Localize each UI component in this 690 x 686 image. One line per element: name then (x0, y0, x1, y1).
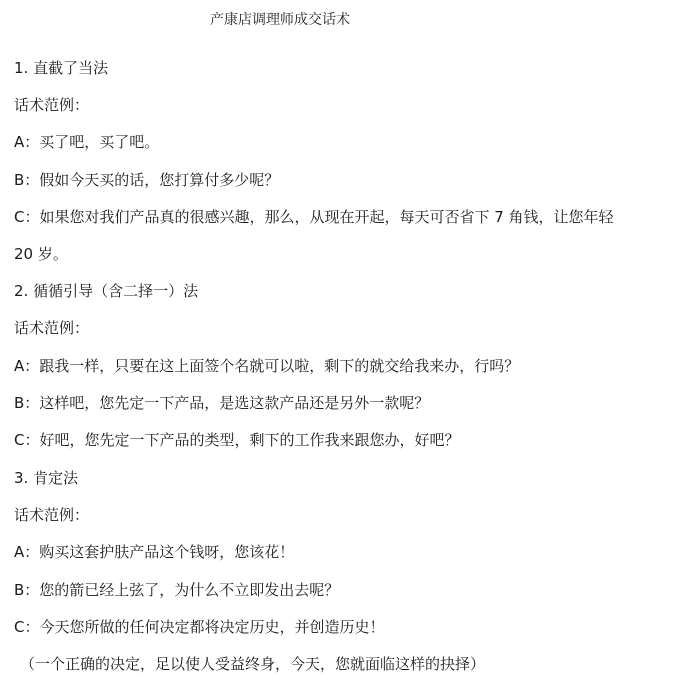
document-title: 产康店调理师成交话术 (210, 12, 350, 28)
script-line-a: A：买了吧，买了吧。 (14, 133, 160, 151)
script-line-b: B：您的箭已经上弦了，为什么不立即发出去呢？ (14, 581, 340, 599)
script-line-b: B：这样吧，您先定一下产品，是选这款产品还是另外一款呢？ (14, 394, 430, 412)
section-heading-2: 2. 循循引导（含二择一）法 (14, 282, 199, 300)
section-heading-1: 1. 直截了当法 (14, 59, 109, 77)
script-example-label: 话术范例： (14, 506, 90, 524)
closing-note: （一个正确的决定，足以使人受益终身，今天，您就面临这样的抉择） (20, 655, 486, 673)
script-line-c: C：好吧，您先定一下产品的类型，剩下的工作我来跟您办，好吧？ (14, 431, 460, 449)
section-heading-3: 3. 肯定法 (14, 469, 79, 487)
script-example-label: 话术范例： (14, 96, 90, 114)
script-line-c: C：如果您对我们产品真的很感兴趣，那么，从现在开起，每天可否省下 7 角钱，让您年轻 (14, 208, 614, 226)
script-line-a: A：跟我一样，只要在这上面签个名就可以啦，剩下的就交给我来办，行吗？ (14, 357, 520, 375)
script-line-c: C：今天您所做的任何决定都将决定历史，并创造历史！ (14, 618, 385, 636)
script-line-c-continued: 20 岁。 (14, 245, 68, 263)
script-example-label: 话术范例： (14, 319, 90, 337)
script-line-a: A：购买这套护肤产品这个钱呀，您该花！ (14, 543, 295, 561)
script-line-b: B：假如今天买的话，您打算付多少呢？ (14, 171, 280, 189)
